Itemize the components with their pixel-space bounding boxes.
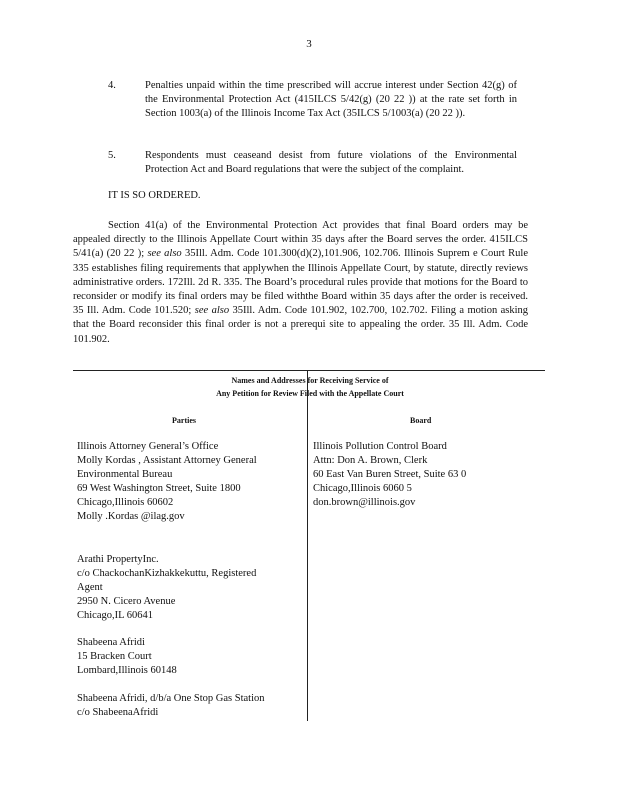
so-ordered-line: IT IS SO ORDERED. [108, 190, 201, 201]
board-column-header: Board [410, 416, 432, 425]
board-address: Illinois Pollution Control Board Attn: Don A. Brown, Clerk 60 East Van Buren Street, Suite 63 0 Chicago,Illinois 6060 5 don.brown@illinois.gov [313, 441, 467, 508]
service-table-title-line: Any Petition for Review Filed with the Appellate Court [216, 389, 404, 398]
party-address-afridi: Shabeena Afridi 15 Bracken Court Lombard,Illinois 60148 [77, 637, 177, 676]
appeal-notice-paragraph [73, 219, 528, 347]
see-also-citation: see also [147, 248, 182, 260]
party-address-arathi: Arathi PropertyInc. c/o ChackochanKizhakkekuttu, Registered Agent 2950 N. Cicero Avenue Chicago,IL 60641 [77, 554, 257, 621]
see-also-citation: see also [194, 305, 230, 317]
service-table-title [160, 374, 460, 400]
order-item-text: Respondents must ceaseand desist from future violations of the Environmental Protection Act and Board regulations that were the subject of the complaint. [145, 150, 517, 175]
order-item-text: Penalties unpaid within the time prescribed will accrue interest under Section 42(g) of the Environmental Protection Act (415ILCS 5/42(g) (20 22 )) at the rate set forth in Section 1003(a) of the Illinois Income Tax Act (35ILCS 5/1003(a) (20 22 )). [145, 80, 517, 119]
party-address-gas-station: Shabeena Afridi, d/b/a One Stop Gas Station c/o ShabeenaAfridi [77, 693, 265, 718]
table-column-divider [307, 371, 308, 721]
page-number: 3 [306, 38, 312, 50]
parties-column-header: Parties [172, 416, 196, 425]
notice-text-part1: Section 41(a) of the Environmental Protection Act provides that final Board orders may be appealed directly to the Illinois Appellate Court within 35 days after the Board serves the order. 415ILCS 5/41(a) (20 22 ); [73, 220, 528, 260]
order-item-number: 5. [108, 150, 116, 161]
notice-text-part3: 35Ill. Adm. Code 101.902, 102.700, 102.702. Filing a motion asking that the Board reconsider this final order is not a prerequi site to appealing the order. 35 Ill. Adm. Code 101.902. [73, 305, 529, 345]
notice-text-part2: 35Ill. Adm. Code 101.300(d)(2),101.906, 102.706. Illinois Suprem e Court Rule 335 establishes filing requirements that applywhen the Illinois Appellate Court, by statute, directly reviews administrative orders. 172Ill. 2d R. 335. The Board’s procedural rules provide that motions for the Board to reconsider or modify its final orders may be filed withthe Board within 35 days after the order is received. 35 Ill. Adm. Code 101.520; [73, 248, 528, 317]
party-address-ag-office: Illinois Attorney General’s Office Molly Kordas , Assistant Attorney General Environmental Bureau 69 West Washington Street, Suite 1800 Chicago,Illinois 60602 Molly .Kordas @ilag.gov [77, 441, 257, 522]
service-table-title-line: Names and Addresses for Receiving Service of [231, 376, 389, 385]
order-item-number: 4. [108, 80, 116, 91]
table-top-rule [73, 370, 545, 371]
